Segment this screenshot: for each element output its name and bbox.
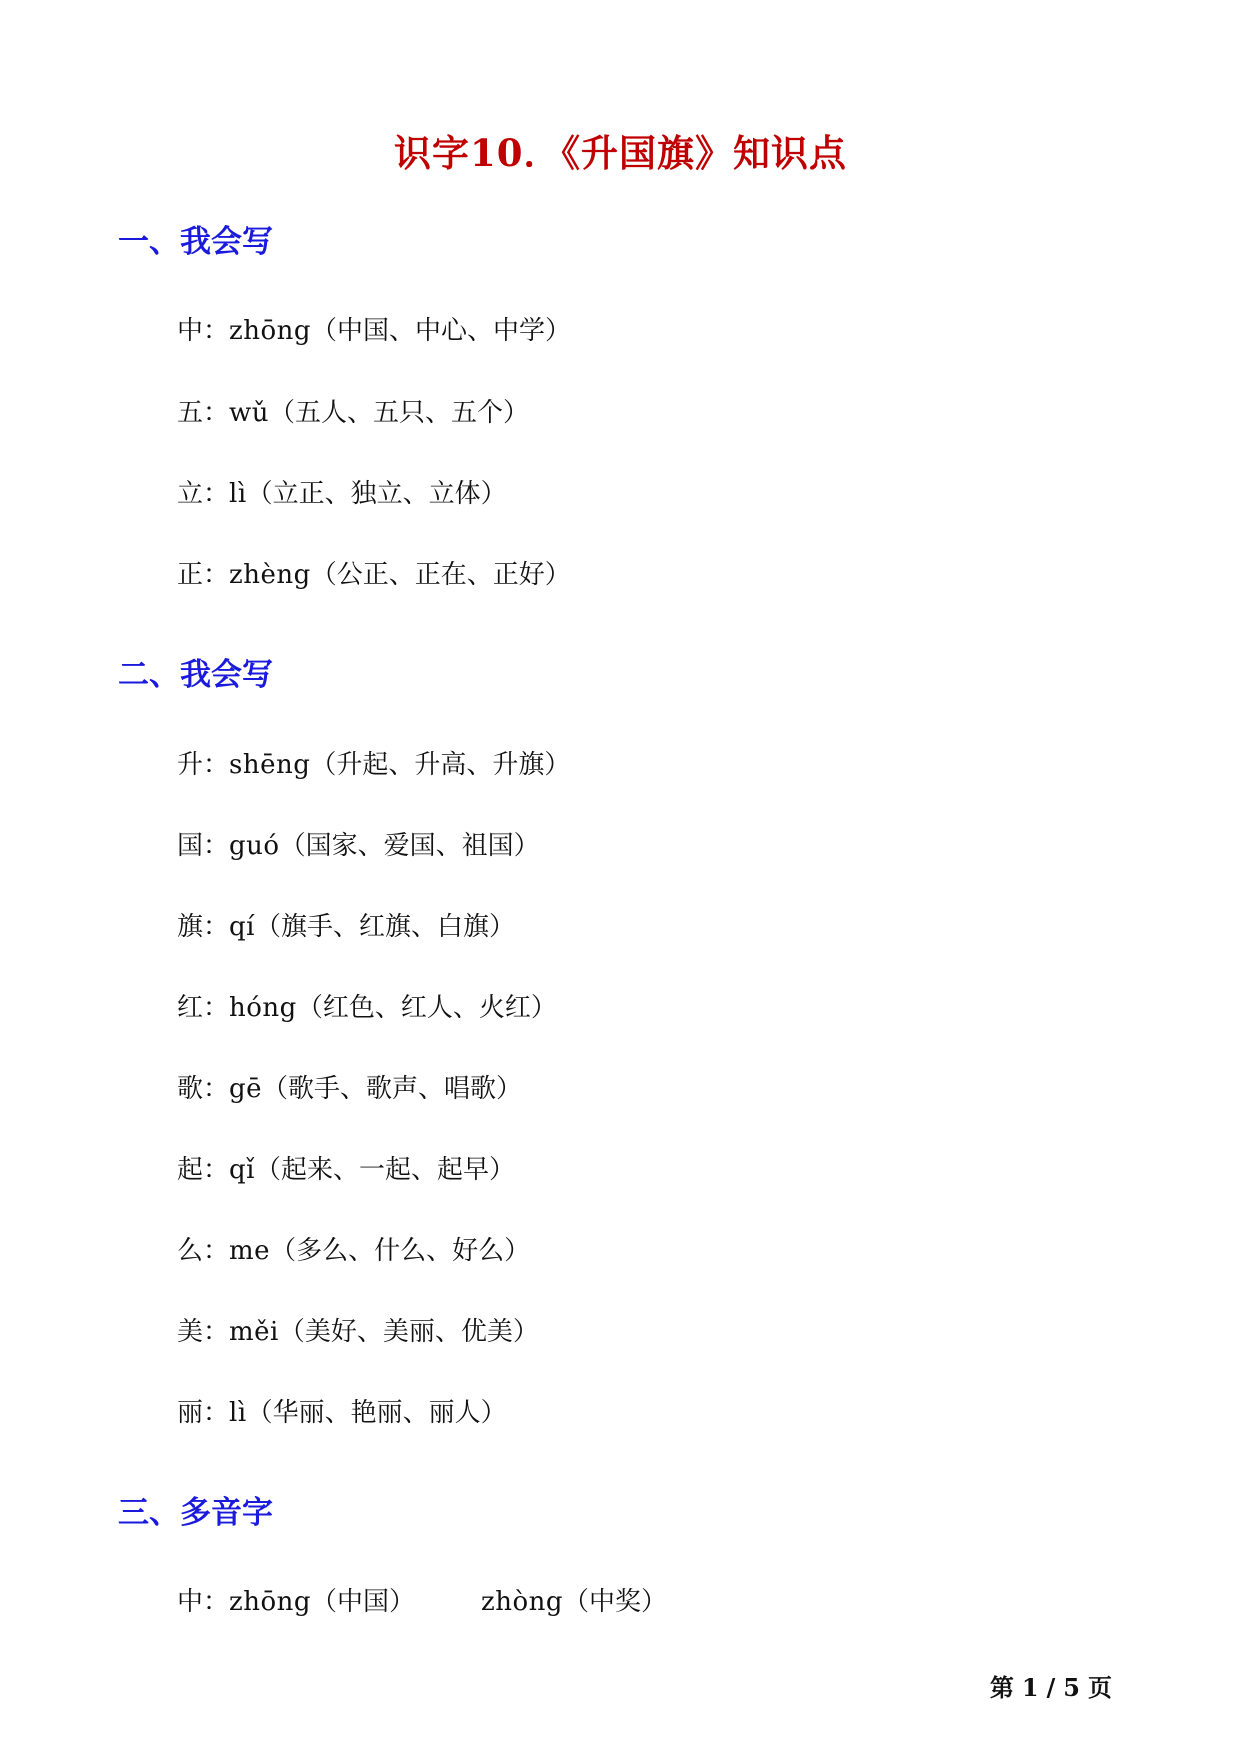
entry-pinyin: me bbox=[229, 1236, 271, 1266]
entry-char: 中： bbox=[177, 316, 230, 346]
list-item bbox=[177, 1152, 515, 1188]
list-item bbox=[177, 828, 540, 864]
entry-words: （升起、升高、升旗） bbox=[310, 750, 571, 780]
list-item bbox=[177, 313, 571, 349]
page-total: 5 bbox=[1063, 1673, 1080, 1702]
list-item bbox=[177, 1233, 530, 1269]
page-title: 识字10．《升国旗》知识点 bbox=[394, 131, 847, 175]
entry-pinyin: guó bbox=[229, 831, 280, 861]
entry-words: （中国） bbox=[311, 1587, 416, 1617]
entry-pinyin: qí bbox=[229, 912, 255, 942]
entry-words: （立正、独立、立体） bbox=[246, 479, 507, 509]
page-separator: / bbox=[1046, 1673, 1056, 1702]
entry-pinyin: měi bbox=[229, 1317, 279, 1347]
list-item bbox=[177, 557, 571, 593]
entry-char: 起： bbox=[177, 1155, 230, 1185]
entry-words: （红色、红人、火红） bbox=[296, 993, 557, 1023]
entry-words: （起来、一起、起早） bbox=[254, 1155, 515, 1185]
entry-pinyin: zhōng bbox=[229, 316, 312, 346]
entry-char: 中： bbox=[177, 1587, 230, 1617]
entry-words: （国家、爱国、祖国） bbox=[279, 831, 540, 861]
entry-words: （旗手、红旗、白旗） bbox=[254, 912, 515, 942]
entry-char: 么： bbox=[177, 1236, 230, 1266]
entry-char: 美： bbox=[177, 1317, 230, 1347]
entry-pinyin: zhèng bbox=[229, 560, 311, 590]
entry-char: 国： bbox=[177, 831, 230, 861]
page-current: 1 bbox=[1021, 1673, 1039, 1702]
entry-pinyin: zhōng bbox=[229, 1587, 312, 1617]
page-label-suffix: 页 bbox=[1088, 1673, 1112, 1702]
entry-char: 旗： bbox=[177, 912, 230, 942]
entry-pinyin-alt: zhòng bbox=[481, 1587, 564, 1617]
entry-char: 正： bbox=[177, 560, 230, 590]
entry-words: （五人、五只、五个） bbox=[269, 398, 530, 428]
section-heading-3: 三、多音字 bbox=[118, 1495, 273, 1531]
entry-char: 五： bbox=[177, 398, 230, 428]
list-item bbox=[177, 395, 529, 431]
page-number bbox=[986, 1672, 1116, 1704]
entry-words: （多么、什么、好么） bbox=[270, 1236, 531, 1266]
list-item bbox=[177, 909, 515, 945]
entry-words: （歌手、歌声、唱歌） bbox=[262, 1074, 523, 1104]
list-item bbox=[177, 476, 507, 512]
list-item bbox=[177, 1584, 667, 1620]
list-item bbox=[177, 990, 557, 1026]
entry-char: 立： bbox=[177, 479, 230, 509]
entry-char: 丽： bbox=[177, 1398, 230, 1428]
entry-pinyin: lì bbox=[229, 479, 247, 509]
entry-words: （公正、正在、正好） bbox=[310, 560, 571, 590]
section-heading-2: 二、我会写 bbox=[118, 657, 273, 693]
entry-pinyin: wǔ bbox=[229, 398, 270, 428]
list-item bbox=[177, 1071, 522, 1107]
entry-pinyin: lì bbox=[229, 1398, 247, 1428]
entry-char: 红： bbox=[177, 993, 230, 1023]
entry-words: （中国、中心、中学） bbox=[311, 316, 572, 346]
entry-pinyin: qǐ bbox=[229, 1155, 255, 1185]
entry-pinyin: hóng bbox=[229, 993, 297, 1023]
entry-char: 歌： bbox=[177, 1074, 230, 1104]
page-label-prefix: 第 bbox=[989, 1673, 1014, 1702]
entry-pinyin: gē bbox=[229, 1074, 263, 1104]
list-item bbox=[177, 1395, 507, 1431]
list-item bbox=[177, 1314, 539, 1350]
entry-words-alt: （中奖） bbox=[563, 1587, 668, 1617]
entry-words: （美好、美丽、优美） bbox=[278, 1317, 539, 1347]
entry-char: 升： bbox=[177, 750, 230, 780]
entry-pinyin: shēng bbox=[229, 750, 311, 780]
entry-words: （华丽、艳丽、丽人） bbox=[246, 1398, 507, 1428]
list-item bbox=[177, 747, 570, 783]
section-heading-1: 一、我会写 bbox=[118, 224, 273, 260]
